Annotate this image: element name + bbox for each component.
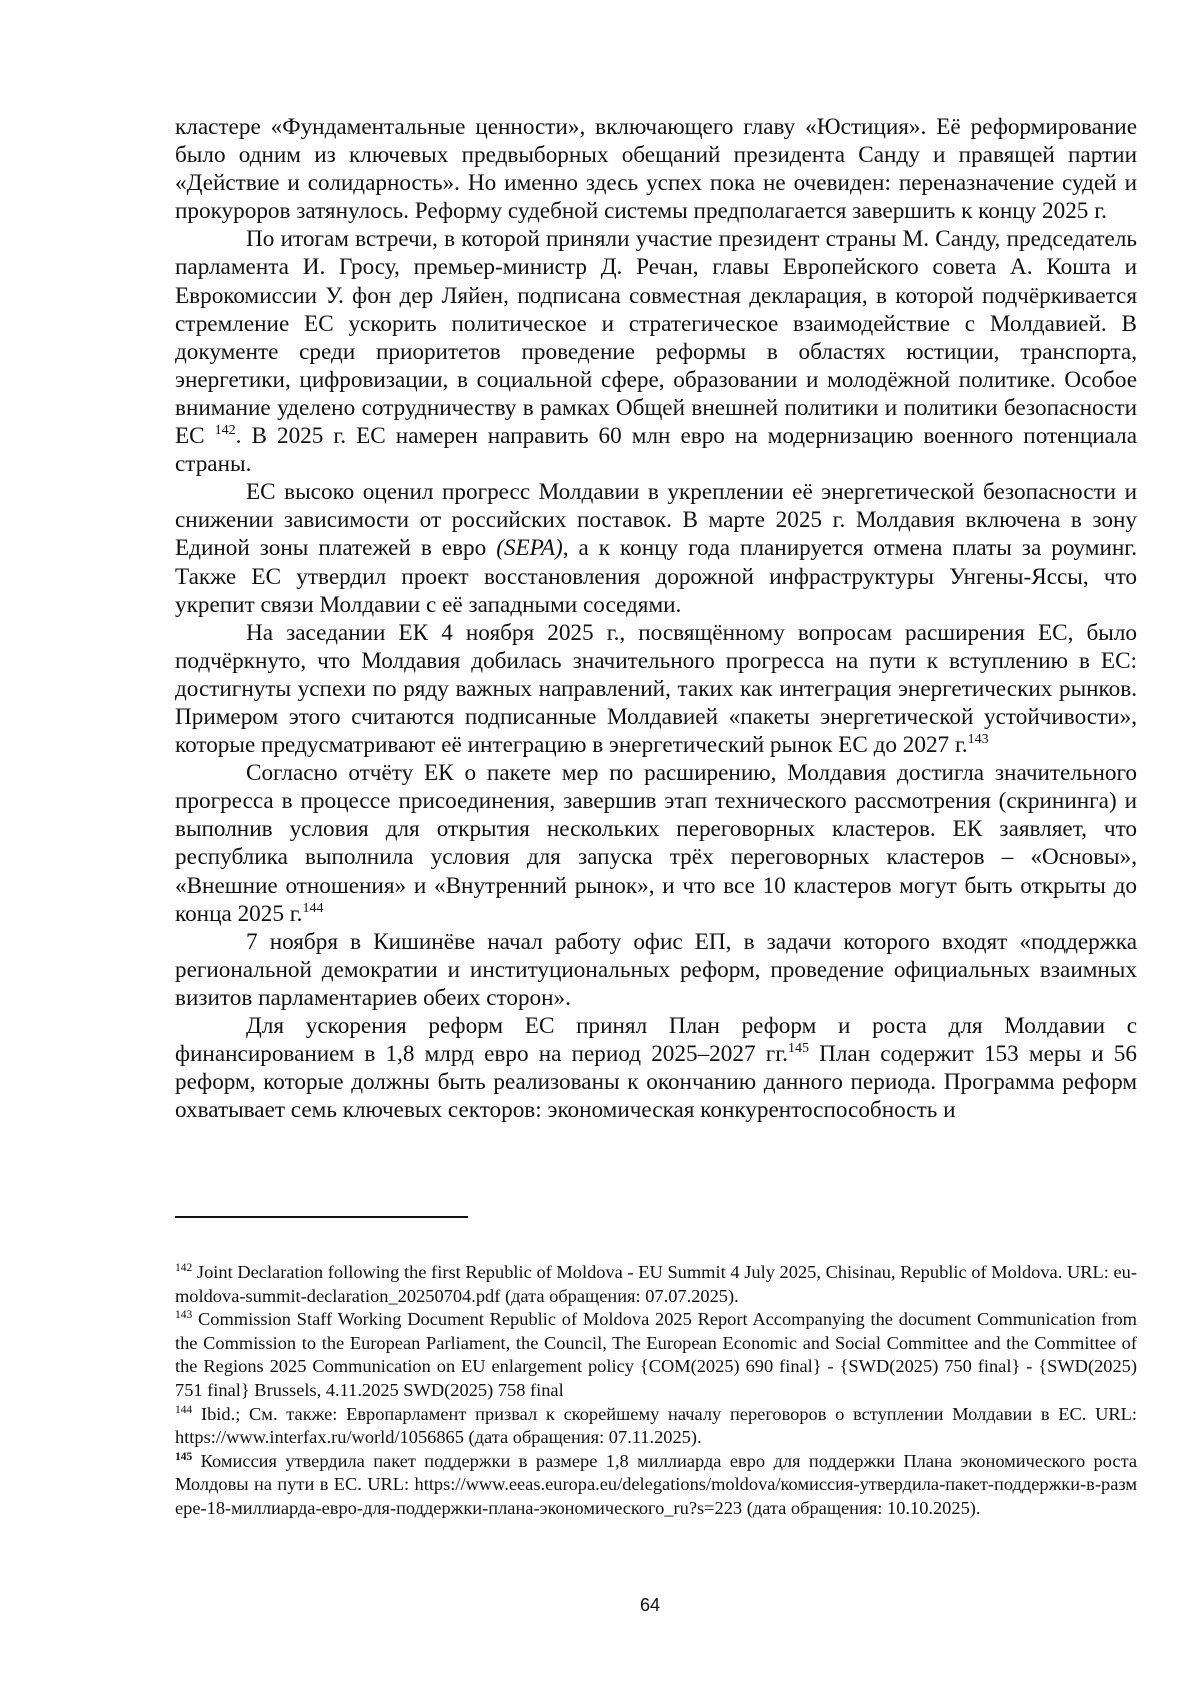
footnote-number: 143	[175, 1309, 193, 1322]
footnote-143	[175, 1308, 1137, 1402]
paragraph-2: По итогам встречи, в которой приняли участие президент страны М. Санду, председатель парламента И. Гросу, премьер-министр Д. Речан, главы Европейского совета А. Кошта и Еврокомиссии У. фон дер Ляйен, подписана совместная декларация, в которой подчёркивается стремление ЕС ускорить политическое и стратегическое взаимодействие с Молдавией. В документе среди приоритетов проведение реформы в областях юстиции, транспорта, энергетики, цифровизации, в социальной сфере, образовании и молодёжной политике. Особое внимание уделено сотрудничеству в рамках Общей внешней политики и политики безопасности ЕС $^{142}$. В 2025 г. ЕС намерен направить 60 млн евро на модернизацию военного потенциала страны.	[175, 226, 1138, 478]
footnote-text: Комиссия утвердила пакет поддержки в размере 1,8 миллиарда евро для поддержки Плана экономического роста Молдовы на пути в ЕС. URL:	[175, 1450, 1137, 1495]
footnote-number: 142	[175, 1262, 193, 1274]
paragraph-1: кластере «Фундаментальные ценности», включающего главу «Юстиция». Её реформирование было одним из ключевых предвыборных обещаний президента Санду и правящей партии «Действие и солидарность». Но именно здесь успех пока не очевиден: переназначение судей и прокуроров затянулось. Реформу судебной системы предполагается завершить к концу 2025 г.	[175, 114, 1137, 225]
footnote-text: Ibid.; См. также: Европарламент призвал к скорейшему началу переговоров о вступлении Молдавии в ЕС. URL: https://www.interfax.ru/world/1056865 (дата обращения: 07.11.2025).	[175, 1403, 1137, 1448]
footnote-144	[175, 1403, 1137, 1450]
paragraph-3: ЕС высоко оценил прогресс Молдавии в укреплении её энергетической безопасности и снижении зависимости от российских поставок. В марте 2025 г. Молдавия включена в зону Единой зоны платежей в евро (SEPA), а к концу года планируется отмена платы за роуминг. Также ЕС утвердил проект восстановления дорожной инфраструктуры Унгены-Яссы, что укрепит связи Молдавии с её западными соседями.	[175, 479, 1137, 618]
page-number: 64	[639, 1595, 661, 1615]
footnote-number: 144	[175, 1403, 193, 1416]
footnote-ref-142[interactable]: 142	[214, 423, 236, 439]
footnote-145	[175, 1450, 1137, 1521]
footnotes	[175, 1261, 1137, 1521]
footnote-tail: (дата обращения: 10.10.2025).	[742, 1497, 981, 1518]
paragraph-6: 7 ноября в Кишинёве начал работу офис ЕП, в задачи которого входят «поддержка региональной демократии и институциональных реформ, проведение официальных взаимных визитов парламентариев обеих сторон».	[175, 928, 1137, 1011]
footnote-text: Joint Declaration following the first Republic of Moldova - EU Summit 4 July 2025, Chisinau, Republic of Moldova. URL: eu-moldova-summit-declaration_20250704.pdf (дата обращения: 07.07.2025).	[175, 1262, 1137, 1306]
footnote-ref-145[interactable]: 145	[787, 1041, 809, 1057]
sepa-term: (SEPA)	[496, 535, 563, 562]
footnote-number: 145	[175, 1450, 193, 1463]
footnote-142	[175, 1261, 1137, 1308]
footnote-ref-143[interactable]: 143	[967, 732, 989, 748]
footnote-url[interactable]: https://www.eeas.europa.eu/delegations/moldova/комиссия-утвердила-пакет-поддержки-в-размере-18-миллиарда-евро-для-поддержки-плана-экономического_ru?s=223	[175, 1474, 1137, 1518]
footnote-text: Commission Staff Working Document Republic of Moldova 2025 Report Accompanying the document Communication from the Commission to the European Parliament, the Council, The European Economic and Social Committee and the Committee of the Regions 2025 Communication on EU enlargement policy {COM(2025) 690 final} - {SWD(2025) 750 final} - {SWD(2025) 751 final} Brussels, 4.11.2025 SWD(2025) 758 final	[175, 1309, 1137, 1400]
footnote-ref-144[interactable]: 144	[302, 900, 324, 916]
main-text	[175, 113, 1137, 1124]
footnote-separator	[175, 1216, 468, 1218]
paragraph-7: Для ускорения реформ ЕС принял План реформ и роста для Молдавии с финансированием в 1,8 млрд евро на период 2025–2027 гг.$^{145}$ План содержит 153 меры и 56 реформ, которые должны быть реализованы к окончанию данного периода. Программа реформ охватывает семь ключевых секторов: экономическая конкурентоспособность и	[175, 1013, 1137, 1124]
paragraph-4: На заседании ЕК 4 ноября 2025 г., посвящённому вопросам расширения ЕС, было подчёркнуто, что Молдавия добилась значительного прогресса на пути к вступлению в ЕС: достигнуты успехи по ряду важных направлений, таких как интеграция энергетических рынков. Примером этого считаются подписанные Молдавией «пакеты энергетической устойчивости», которые предусматривают её интеграцию в энергетический рынок ЕС до 2027 г.$^{143}$	[175, 619, 1137, 759]
paragraph-5: Согласно отчёту ЕК о пакете мер по расширению, Молдавия достигла значительного прогресса в процессе присоединения, завершив этап технического рассмотрения (скрининга) и выполнив условия для открытия нескольких переговорных кластеров. ЕК заявляет, что республика выполнила условия для запуска трёх переговорных кластеров – «Основы», «Внешние отношения» и «Внутренний рынок», и что все 10 кластеров могут быть открыты до конца 2025 г.$^{144}$	[175, 760, 1137, 927]
